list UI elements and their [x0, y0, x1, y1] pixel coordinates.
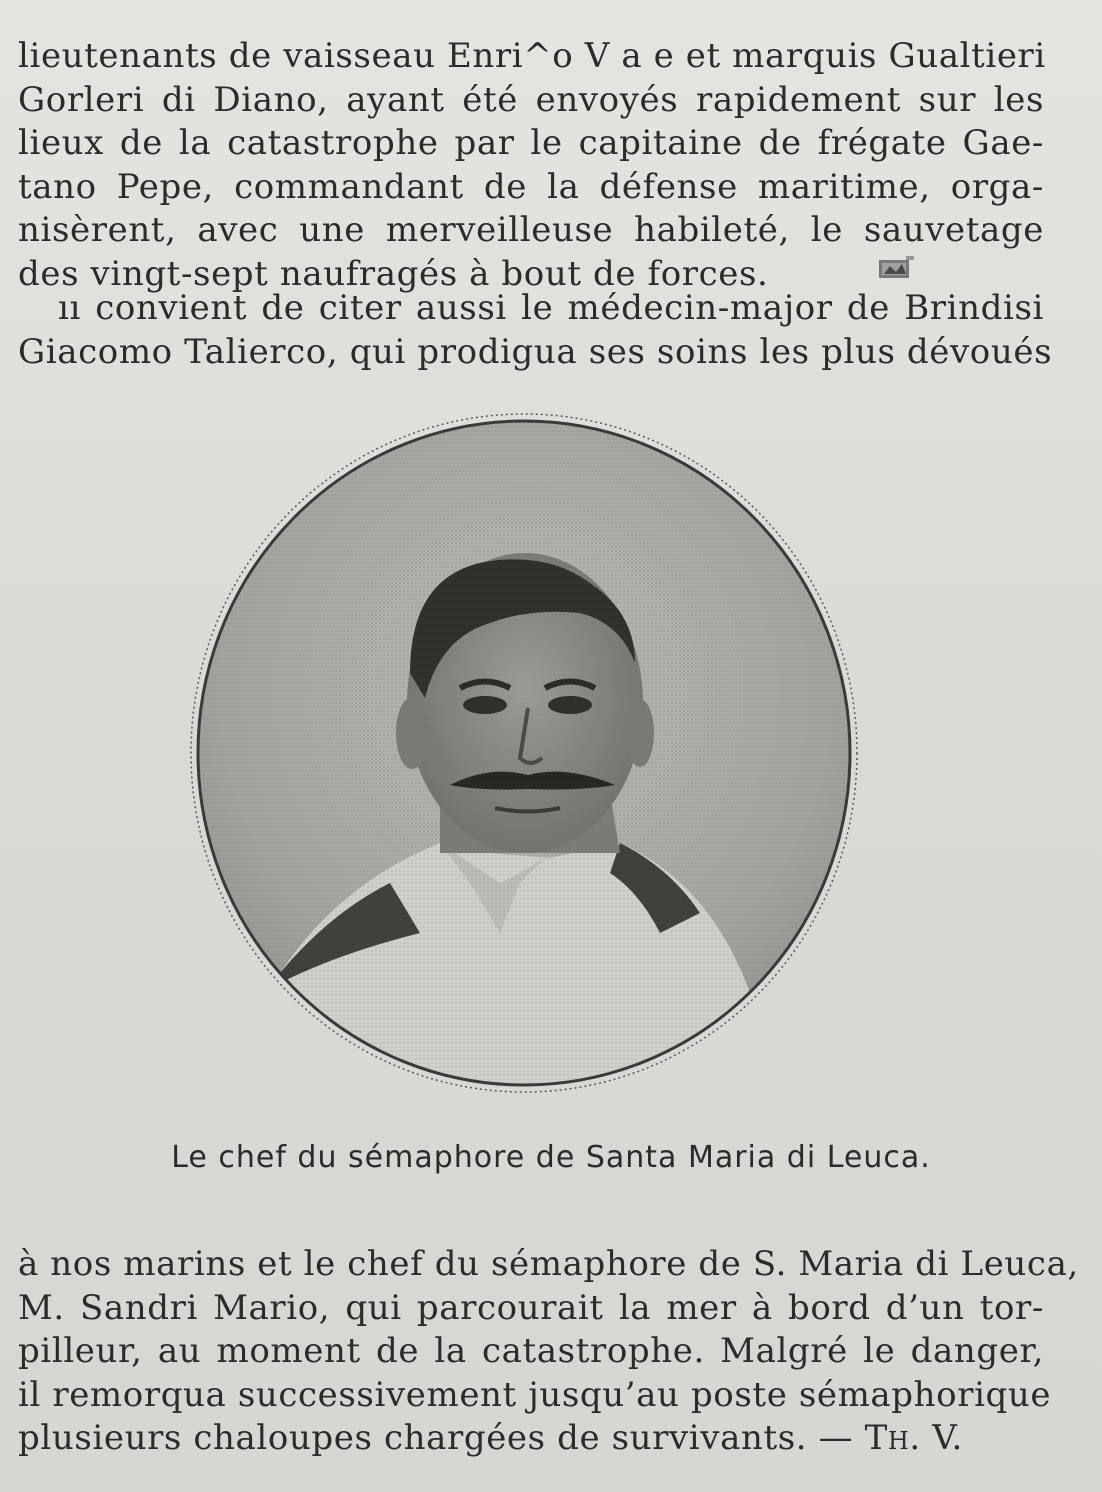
- printer-mark-icon: [875, 253, 917, 283]
- text-line: nisèrent, avec une merveilleuse habileté, le sauvetage: [18, 210, 1044, 250]
- text-line: des vingt-sept naufragés à bout de forces.: [18, 253, 769, 294]
- text-line: lieutenants de vaisseau Enri^o V a e et marquis Gualtieri: [18, 36, 1046, 76]
- author-signature: Th. V.: [864, 1418, 963, 1458]
- text-line-body: plusieurs chaloupes chargées de survivants. —: [18, 1418, 854, 1458]
- text-line: lieux de la catastrophe par le capitaine de frégate Gae-: [18, 123, 1044, 163]
- paragraph-middle: [18, 287, 1053, 374]
- text-line: Gorleri di Diano, ayant été envoyés rapidement sur les: [18, 79, 1044, 120]
- text-line: Giacomo Talierco, qui prodigua ses soins les plus dévoués: [18, 331, 1053, 372]
- text-line: tano Pepe, commandant de la défense maritime, orga-: [18, 166, 1044, 207]
- text-line: pilleur, au moment de la catastrophe. Malgré le danger,: [18, 1331, 1044, 1371]
- figure-caption: Le chef du sémaphore de Santa Maria di Leuca.: [171, 1140, 931, 1175]
- text-line: il remorqua successivement jusqu’au poste sémaphorique: [18, 1374, 1052, 1415]
- text-line: M. Sandri Mario, qui parcourait la mer à bord d’un tor-: [18, 1287, 1044, 1328]
- portrait-photograph: [190, 413, 862, 1109]
- text-line: [18, 1417, 1044, 1461]
- text-line: ıı convient de citer aussi le médecin-major de Brindisi: [58, 288, 1044, 328]
- text-line: à nos marins et le chef du sémaphore de S. Maria di Leuca,: [18, 1244, 1079, 1284]
- paragraph-bottom: [18, 1243, 1079, 1461]
